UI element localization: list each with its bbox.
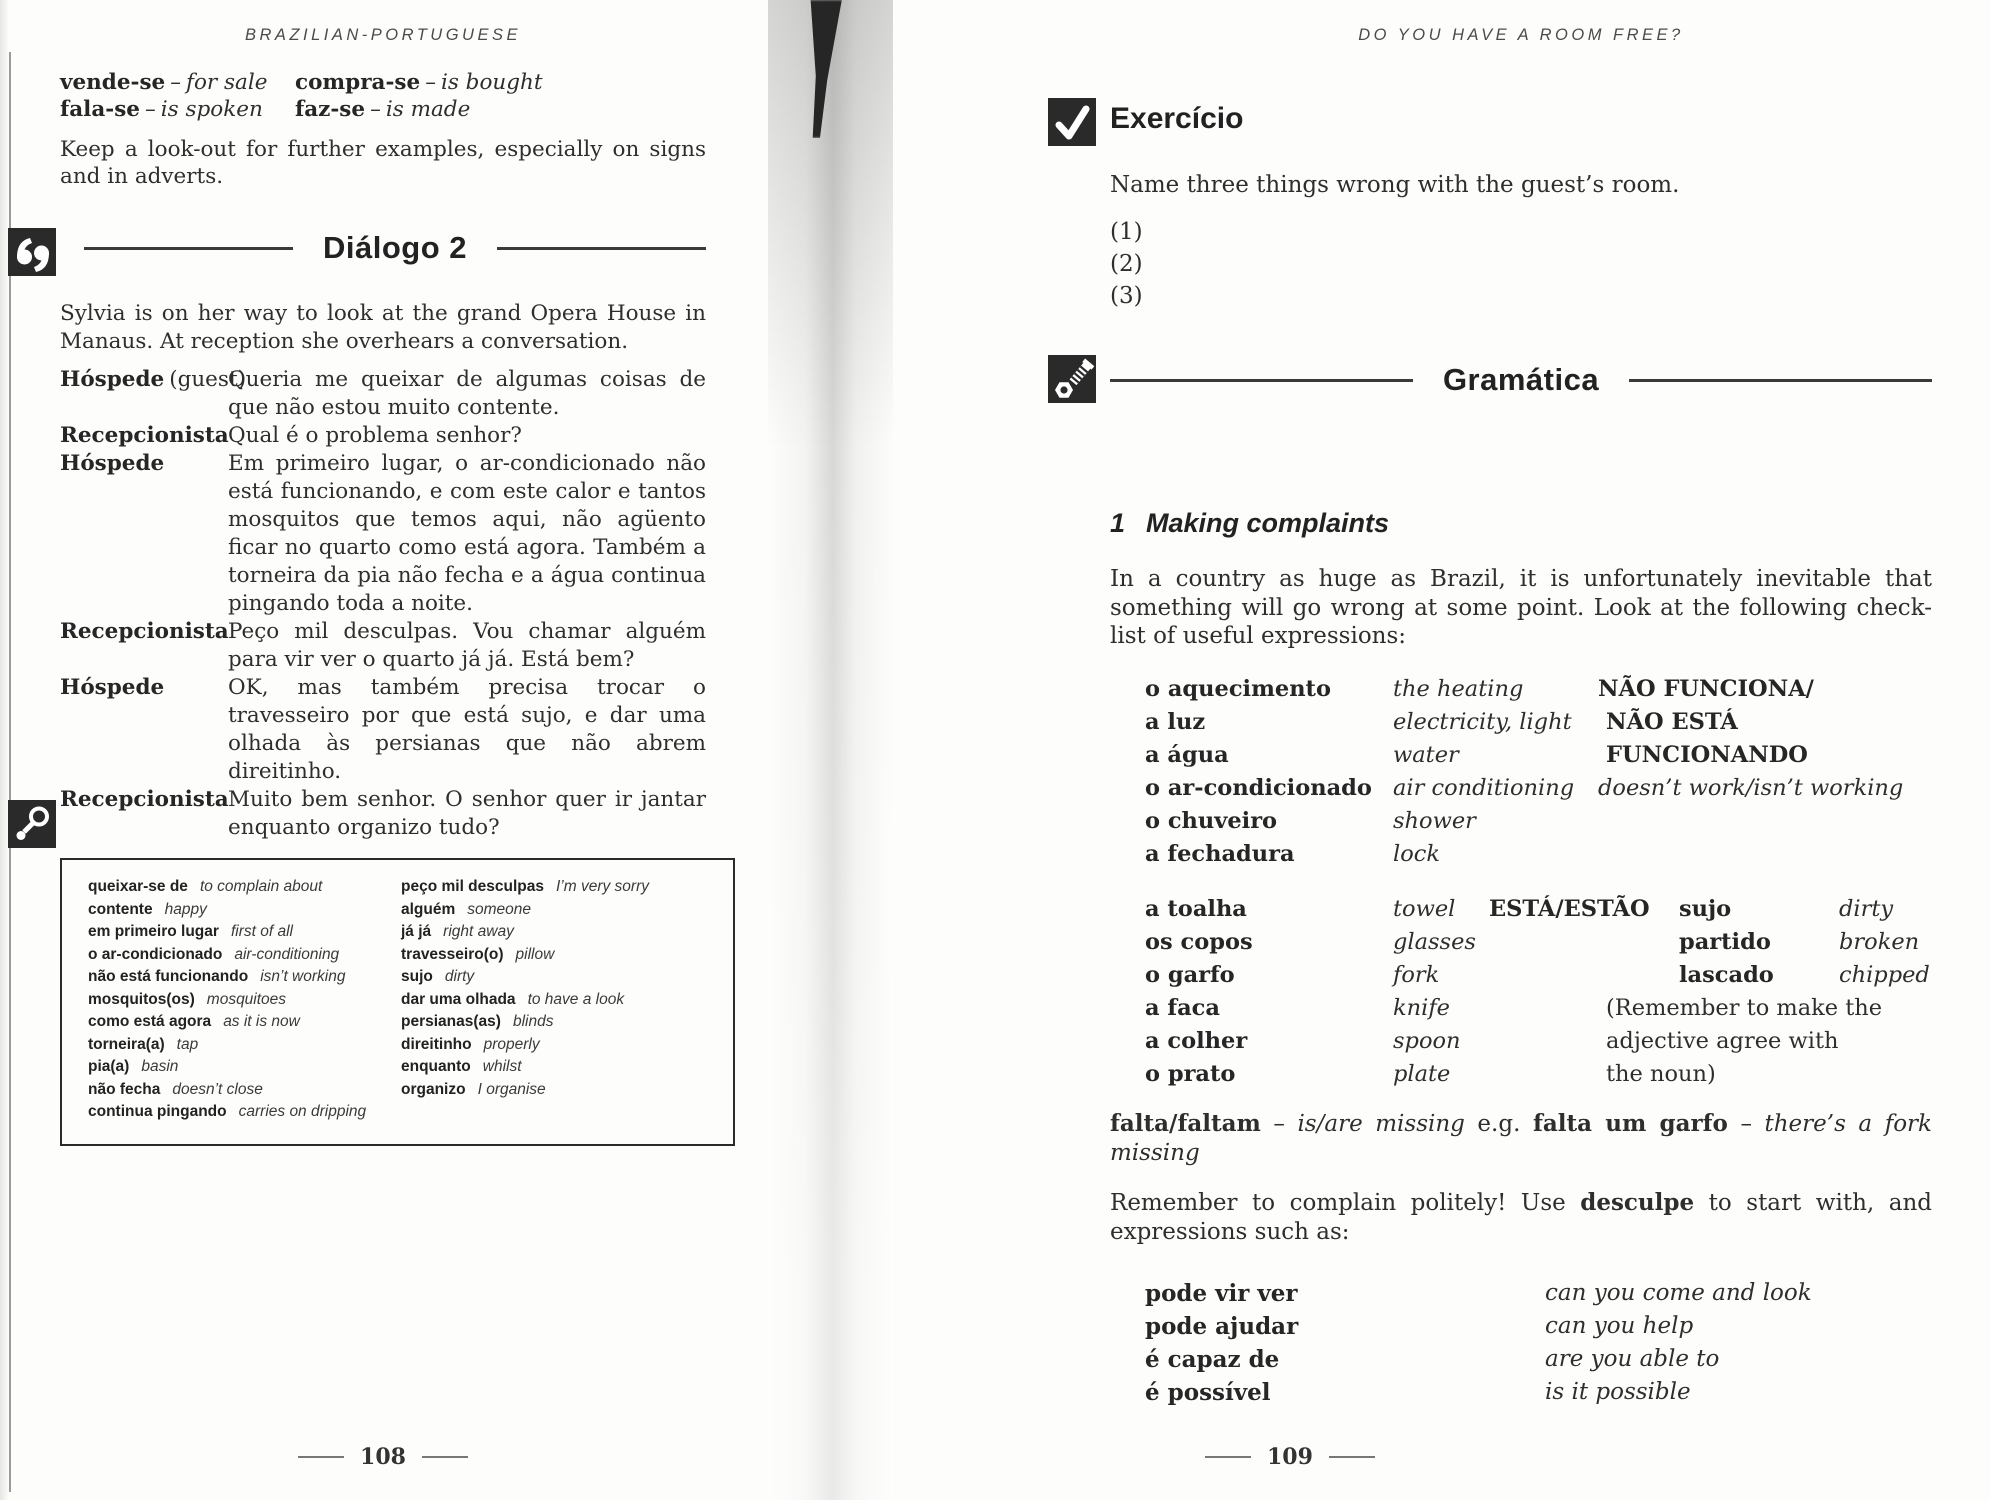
vocab-term: direitinho xyxy=(401,1035,472,1053)
dialogue-turn xyxy=(60,786,706,842)
verb-phrase: FUNCIONANDO xyxy=(1606,741,1808,768)
checklist-term: a toalha xyxy=(1145,895,1247,922)
expression-en: can you help xyxy=(1545,1312,1694,1339)
checklist-translation: towel xyxy=(1393,895,1456,922)
nut-and-bolt-icon xyxy=(1048,355,1096,403)
running-head-right: DO YOU HAVE A ROOM FREE? xyxy=(1358,26,1684,44)
state-row xyxy=(1489,926,1932,959)
dash-separator: – xyxy=(145,97,156,122)
running-head-left: BRAZILIAN-PORTUGUESE xyxy=(245,26,521,44)
vocab-term: contente xyxy=(88,900,153,918)
page-number-dash xyxy=(422,1456,468,1458)
checklist-term: a fechadura xyxy=(1145,840,1295,867)
vocab-term: torneira(a) xyxy=(88,1035,165,1053)
vocab-entry xyxy=(401,921,723,944)
vocab-translation: I’m very sorry xyxy=(556,878,649,895)
dash-separator: – xyxy=(425,70,436,95)
vocab-translation: air-conditioning xyxy=(234,945,340,963)
expression-pt: é possível xyxy=(1145,1378,1271,1406)
vocab-term: mosquitos(os) xyxy=(88,990,195,1008)
dialogue-turn xyxy=(60,366,706,422)
speech-text: Em primeiro lugar, o ar-condicionado não está funcionando, e com este calor e tantos mosquitos que temos aqui, não agüento ficar no quarto como está agora. Também a torneira da pia não fecha e a água continua pingando toda a noite. xyxy=(228,451,706,616)
verb-translation: doesn’t work/isn’t working xyxy=(1598,774,1904,801)
vocab-term: em primeiro lugar xyxy=(88,923,219,940)
checklist-term: o aquecimento xyxy=(1145,675,1331,702)
checklist-verb-column xyxy=(1598,673,1932,871)
dialogue-turn xyxy=(60,450,706,618)
expression-row xyxy=(1145,1310,1932,1343)
dialogo-title: Diálogo 2 xyxy=(323,230,468,265)
vocab-term: organizo xyxy=(401,1080,466,1098)
expression-en: is it possible xyxy=(1545,1378,1691,1405)
agreement-note-line: (Remember to make the xyxy=(1606,994,1883,1021)
vocab-term: alguém xyxy=(401,900,456,918)
speech-text: Muito bem senhor. O senhor quer ir jantar enquanto organizo tudo? xyxy=(228,787,706,840)
se-pair-translation: is made xyxy=(385,97,471,122)
dash-separator: – xyxy=(170,70,181,95)
checklist-translation: water xyxy=(1393,741,1459,768)
vocab-term: pia(a) xyxy=(88,1058,130,1075)
vocab-box xyxy=(60,858,735,1146)
vocab-term: queixar-se de xyxy=(88,878,188,895)
vocab-translation: tap xyxy=(176,1035,199,1053)
agreement-note-line: the noun) xyxy=(1606,1060,1716,1087)
se-pair xyxy=(295,69,706,96)
verb-phrase: NÃO FUNCIONA/ xyxy=(1598,675,1814,702)
vocab-translation: to complain about xyxy=(199,878,323,895)
dialogue-turn xyxy=(60,674,706,786)
expressions-list xyxy=(1145,1277,1932,1409)
vocab-term: já já xyxy=(401,923,432,940)
checklist-translation: the heating xyxy=(1393,675,1524,702)
magnifying-glass-icon xyxy=(8,800,56,848)
checklist-not-working xyxy=(1145,673,1932,871)
adjective-translation: dirty xyxy=(1839,895,1894,922)
checklist-term: o chuveiro xyxy=(1145,807,1278,834)
vocab-term: não está funcionando xyxy=(88,968,249,985)
checklist-translation: spoon xyxy=(1393,1027,1461,1054)
se-pair-term: faz-se xyxy=(295,97,366,122)
dialogue-turns xyxy=(60,366,706,842)
vocab-entry xyxy=(88,966,383,989)
vocab-entry xyxy=(401,1011,723,1034)
vocab-translation: happy xyxy=(164,900,207,918)
adjective-translation: chipped xyxy=(1839,961,1930,988)
vocab-translation: pillow xyxy=(515,945,555,963)
dialogo-heading xyxy=(84,230,706,266)
speech-text: OK, mas também precisa trocar o travesseiro por que está sujo, e dar uma olhada às persianas que não abrem direitinho. xyxy=(228,675,706,784)
section-heading xyxy=(1110,508,1932,539)
se-pair-translation: is bought xyxy=(440,70,543,95)
speaker-name: Hóspede xyxy=(60,675,165,700)
vocab-entry xyxy=(88,921,383,944)
vocab-term: o ar-condicionado xyxy=(88,945,223,963)
se-pair xyxy=(295,96,706,123)
checklist-translation: plate xyxy=(1393,1060,1451,1087)
heading-rule-right xyxy=(1629,379,1932,382)
page-number-dash xyxy=(1329,1456,1375,1458)
se-pair-term: compra-se xyxy=(295,70,421,95)
vocab-entry xyxy=(401,944,723,967)
checklist-term: o ar-condicionado xyxy=(1145,774,1372,801)
book-gutter-shadow xyxy=(768,0,893,1500)
vocab-entry xyxy=(88,899,383,922)
vocab-term: sujo xyxy=(401,968,433,985)
checklist-term: o garfo xyxy=(1145,961,1235,988)
speaker-name: Recepcionista xyxy=(60,787,229,812)
checklist-term: a luz xyxy=(1145,708,1206,735)
adjective: lascado xyxy=(1679,961,1774,988)
checklist-terms xyxy=(1145,893,1393,1091)
checklist-translations xyxy=(1393,673,1598,871)
heading-rule-left xyxy=(1110,379,1413,382)
expression-en: are you able to xyxy=(1545,1345,1720,1372)
checklist-term: a colher xyxy=(1145,1027,1248,1054)
exercise-prompt: Name three things wrong with the guest’s room. xyxy=(1110,172,1680,198)
heading-rule-right xyxy=(497,247,706,250)
dialogue-quotes-icon xyxy=(8,228,56,276)
speaker-name: Recepcionista xyxy=(60,423,229,448)
checklist-term: a faca xyxy=(1145,994,1220,1021)
expression-row xyxy=(1145,1277,1932,1310)
vocab-translation: as it is now xyxy=(223,1013,300,1030)
speech-text: Queria me queixar de algumas coisas de que não estou muito contente. xyxy=(228,367,706,420)
speaker-name: Hóspede xyxy=(60,451,165,476)
se-pair xyxy=(60,96,295,123)
page-number-right: 109 xyxy=(1205,1444,1375,1470)
left-page xyxy=(60,0,706,1500)
checklist-state-column xyxy=(1489,893,1932,1091)
vocab-term: não fecha xyxy=(88,1080,161,1098)
expression-row xyxy=(1145,1343,1932,1376)
exercicio-title: Exercício xyxy=(1110,102,1244,135)
vocab-translation: properly xyxy=(483,1035,540,1053)
checklist-translation: electricity, light xyxy=(1393,708,1572,735)
checklist-translation: glasses xyxy=(1393,928,1476,955)
vocab-entry xyxy=(401,1034,723,1057)
expression-pt: pode ajudar xyxy=(1145,1312,1299,1340)
agreement-note-line: adjective agree with xyxy=(1606,1027,1839,1054)
dialogo-intro: Sylvia is on her way to look at the grand Opera House in Manaus. At reception she overhears a conversation. xyxy=(60,301,706,354)
gramatica-title: Gramática xyxy=(1442,362,1600,397)
speech-text: Qual é o problema senhor? xyxy=(228,423,522,448)
se-pair-term: vende-se xyxy=(60,70,166,95)
polite-note: Remember to complain politely! Use desculpe to start with, and expressions such as: xyxy=(1110,1188,1932,1245)
exercise-item: (1) xyxy=(1110,219,1143,245)
adjective: partido xyxy=(1679,928,1771,955)
vocab-translation: carries on dripping xyxy=(238,1103,367,1120)
vocab-column-right xyxy=(401,876,723,1124)
vocab-translation: basin xyxy=(141,1058,179,1075)
dash-separator: – xyxy=(370,97,381,122)
se-pair-translation: for sale xyxy=(185,70,268,95)
verb-phrase: NÃO ESTÁ xyxy=(1606,708,1738,735)
vocab-entry xyxy=(401,1056,723,1079)
vocab-entry xyxy=(401,876,723,899)
checklist-state xyxy=(1145,893,1932,1091)
vocab-entry xyxy=(88,1101,383,1124)
se-pair-term: fala-se xyxy=(60,97,140,122)
vocab-translation: mosquitoes xyxy=(206,990,287,1008)
checklist-translations xyxy=(1393,893,1489,1091)
speech-text: Peço mil desculpas. Vou chamar alguém para vir ver o quarto já já. Está bem? xyxy=(228,619,706,672)
falta-note: falta/faltam – is/are missing e.g. falta um garfo – there’s a fork missing xyxy=(1110,1109,1932,1166)
vocab-entry xyxy=(88,944,383,967)
vocab-entry xyxy=(88,1011,383,1034)
se-pair xyxy=(60,69,295,96)
expression-row xyxy=(1145,1376,1932,1409)
adjective: sujo xyxy=(1679,895,1732,922)
vocab-term: peço mil desculpas xyxy=(401,878,544,895)
vocab-translation: dirty xyxy=(444,968,475,985)
vocab-entry xyxy=(401,899,723,922)
vocab-term: continua pingando xyxy=(88,1103,227,1120)
page-edge-shading xyxy=(0,0,9,1500)
vocab-entry xyxy=(401,989,723,1012)
dialogue-turn xyxy=(60,618,706,674)
section-number: 1 xyxy=(1110,508,1126,538)
expression-pt: é capaz de xyxy=(1145,1345,1280,1373)
state-row xyxy=(1489,893,1932,926)
right-page xyxy=(1110,0,1932,1500)
vocab-translation: whilst xyxy=(482,1058,522,1075)
vocab-translation: doesn’t close xyxy=(172,1080,263,1098)
checklist-term: a água xyxy=(1145,741,1229,768)
checklist-term: o prato xyxy=(1145,1060,1236,1087)
speaker-name: Recepcionista xyxy=(60,619,229,644)
se-pair-translation: is spoken xyxy=(160,97,263,122)
vocab-term: persianas(as) xyxy=(401,1013,501,1030)
vocab-entry xyxy=(88,1056,383,1079)
verb-phrase: ESTÁ/ESTÃO xyxy=(1489,895,1650,922)
speaker-note: (guest) xyxy=(169,367,246,392)
page-number-dash xyxy=(1205,1456,1251,1458)
exercise-item: (2) xyxy=(1110,251,1143,277)
dialogue-turn xyxy=(60,422,706,450)
vocab-entry xyxy=(88,1034,383,1057)
vocab-entry xyxy=(401,966,723,989)
vocab-entry xyxy=(88,989,383,1012)
checkmark-icon xyxy=(1048,98,1096,146)
vocab-term: enquanto xyxy=(401,1058,471,1075)
vocab-entry xyxy=(401,1079,723,1102)
vocab-translation: blinds xyxy=(512,1013,554,1030)
speaker-name: Hóspede (guest) xyxy=(60,367,246,392)
vocab-entry xyxy=(88,1079,383,1102)
checklist-translation: air conditioning xyxy=(1393,774,1575,801)
section-title: Making complaints xyxy=(1146,508,1390,538)
gramatica-heading xyxy=(1110,362,1932,398)
vocab-translation: I organise xyxy=(477,1080,546,1098)
vocab-term: travesseiro(o) xyxy=(401,945,504,963)
state-row xyxy=(1489,959,1932,992)
heading-rule-left xyxy=(84,247,293,250)
checklist-term: os copos xyxy=(1145,928,1253,955)
checklist-translation: lock xyxy=(1393,840,1440,867)
vocab-term: dar uma olhada xyxy=(401,990,516,1008)
vocab-entry xyxy=(88,876,383,899)
exercicio-heading xyxy=(1110,95,1932,143)
exercise-item: (3) xyxy=(1110,283,1143,309)
expression-pt: pode vir ver xyxy=(1145,1279,1298,1307)
checklist-translation: knife xyxy=(1393,994,1450,1021)
grammar-intro: In a country as huge as Brazil, it is unfortunately inevitable that something will go wrong at some point. Look at the following check-list of useful expressions: xyxy=(1110,566,1932,649)
vocab-translation: isn’t working xyxy=(260,968,346,985)
vocab-translation: someone xyxy=(467,900,532,918)
checklist-translation: fork xyxy=(1393,961,1440,988)
vocab-translation: to have a look xyxy=(527,990,625,1008)
vocab-column-left xyxy=(88,876,383,1124)
page-number-dash xyxy=(298,1456,344,1458)
checklist-terms xyxy=(1145,673,1393,871)
vocab-term: como está agora xyxy=(88,1013,212,1030)
expression-en: can you come and look xyxy=(1545,1279,1812,1306)
adjective-translation: broken xyxy=(1839,928,1920,955)
page-number-left: 108 xyxy=(298,1444,468,1470)
usage-note: Keep a look-out for further examples, especially on signs and in adverts. xyxy=(60,137,706,189)
exercise-items xyxy=(1110,216,1932,312)
checklist-translation: shower xyxy=(1393,807,1476,834)
se-pairs xyxy=(60,69,706,123)
vocab-translation: first of all xyxy=(230,923,293,940)
vocab-translation: right away xyxy=(443,923,514,940)
